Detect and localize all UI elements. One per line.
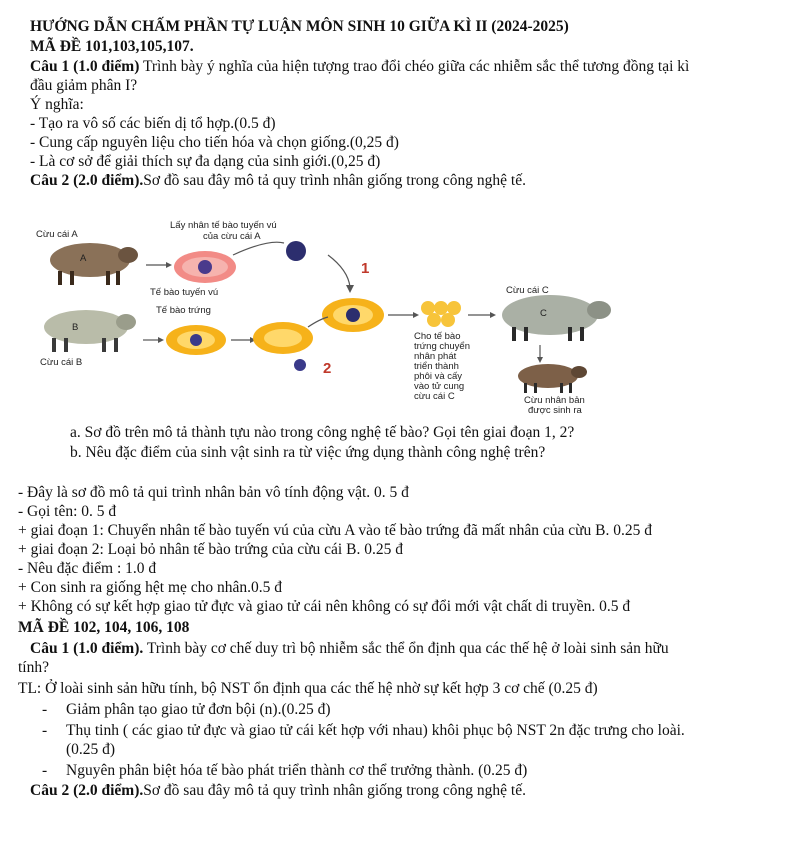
mechanism-point: Giảm phân tạo giao tử đơn bội (n).(0.25 đ): [66, 701, 331, 718]
meaning-point: - Cung cấp nguyên liệu cho tiến hóa và chọn giống.(0,25 đ): [30, 134, 399, 151]
meaning-point: - Là cơ sở để giải thích sự đa dạng của sinh giới.(0,25 đ): [30, 153, 381, 170]
bullet-dash: -: [42, 722, 48, 739]
bullet-dash: -: [42, 762, 48, 779]
embryo-icon: [421, 301, 461, 327]
take-nucleus-label-cont: của cừu cái A: [203, 231, 261, 242]
question-2-text: Sơ đồ sau đây mô tả quy trình nhân giống trong công nghệ tế.: [143, 172, 526, 189]
question-1b-text-cont: tính?: [18, 659, 49, 676]
exam-codes-2: MÃ ĐỀ 102, 104, 106, 108: [18, 619, 190, 636]
answer-intro: TL: Ở loài sinh sản hữu tính, bộ NST ổn định qua các thế hệ nhờ sự kết hợp 3 cơ chế (0.25 đ): [18, 680, 598, 697]
step-2-marker: 2: [323, 360, 332, 377]
mechanism-point-cont: (0.25 đ): [66, 741, 116, 758]
sheep-c-letter: C: [540, 308, 547, 319]
mammary-cell-icon: [174, 251, 236, 283]
answer-line: - Nêu đặc điểm : 1.0 đ: [18, 560, 157, 577]
answer-line: - Đây là sơ đồ mô tả qui trình nhân bản vô tính động vật. 0. 5 đ: [18, 484, 409, 501]
sheep-a-icon: [50, 243, 138, 285]
egg-cell-label: Tế bào trứng: [156, 305, 211, 316]
answer-line: + Con sinh ra giống hệt mẹ cho nhân.0.5 đ: [18, 579, 283, 596]
transfer-text: cừu cái C: [414, 391, 455, 402]
question-2b-text: Sơ đồ sau đây mô tả quy trình nhân giống trong công nghệ tế.: [143, 782, 526, 799]
question-1: [30, 58, 689, 76]
cloned-sheep-icon: [518, 364, 587, 393]
clone-label: Cừu nhân bản: [524, 395, 585, 406]
mechanism-point: Nguyên phân biệt hóa tế bào phát triển thành cơ thể trưởng thành. (0.25 đ): [66, 762, 528, 779]
question-2a: a. Sơ đồ trên mô tả thành tựu nào trong công nghệ tế bào? Gọi tên giai đoạn 1, 2?: [70, 424, 575, 441]
transfer-text: triển thành: [414, 361, 459, 372]
sheep-b-label: Cừu cái B: [40, 357, 83, 368]
step-1-marker: 1: [361, 260, 370, 277]
question-1-label: Câu 1 (1.0 điểm): [30, 58, 140, 75]
clone-label-cont: được sinh ra: [528, 405, 582, 416]
question-2b: b. Nêu đặc điểm của sinh vật sinh ra từ việc ứng dụng thành công nghệ trên?: [70, 444, 546, 461]
question-1-text-cont: đầu giảm phân I?: [30, 77, 138, 94]
bullet-dash: -: [42, 701, 48, 718]
egg-cell-icon: [166, 325, 226, 355]
transfer-text: Cho tế bào: [414, 331, 461, 342]
sheep-b-letter: B: [72, 322, 79, 333]
sheep-c-label: Cừu cái C: [506, 285, 549, 296]
question-2-label: Câu 2 (2.0 điểm).: [30, 172, 144, 189]
question-1b-label: Câu 1 (1.0 điểm).: [30, 640, 144, 657]
sheep-a-letter: A: [80, 253, 87, 264]
mammary-cell-label: Tế bào tuyến vú: [150, 287, 219, 298]
cloning-diagram-art: [28, 215, 618, 420]
meaning-heading: Ý nghĩa:: [30, 96, 84, 113]
transfer-text: vào tử cung: [414, 381, 465, 392]
cloning-diagram: [28, 215, 618, 420]
reconstructed-egg-icon: [322, 298, 384, 332]
sheep-a-label: Cừu cái A: [36, 229, 78, 240]
answer-line: + Không có sự kết hợp giao tử đực và giao tử cái nên không có sự đổi mới vật chất di truyền. 0.5 đ: [18, 598, 631, 615]
question-2: [30, 172, 526, 190]
transfer-text: phôi và cấy: [414, 371, 463, 382]
enucleated-egg-icon: [253, 322, 313, 354]
sheep-b-icon: [44, 310, 136, 352]
meaning-point: - Tạo ra vô số các biến dị tổ hợp.(0.5 đ): [30, 115, 276, 132]
exam-codes-1: MÃ ĐỀ 101,103,105,107.: [30, 38, 194, 55]
question-1b: [30, 640, 669, 658]
question-1b-text: Trình bày cơ chế duy trì bộ nhiễm sắc thể ổn định qua các thế hệ ở loài sinh sản hữu: [143, 640, 669, 657]
take-nucleus-label: Lấy nhân tế bào tuyến vú: [170, 220, 277, 231]
answer-line: + giai đoạn 2: Loại bỏ nhân tế bào trứng của cừu cái B. 0.25 đ: [18, 541, 403, 558]
answer-line: + giai đoạn 1: Chuyển nhân tế bào tuyến vú của cừu A vào tế bào trứng đã mất nhân của cừu B. 0.25 đ: [18, 522, 652, 539]
question-2b-block: [30, 782, 526, 800]
answer-line: - Gọi tên: 0. 5 đ: [18, 503, 117, 520]
sheep-c-icon: [502, 295, 611, 341]
doc-title: HƯỚNG DẪN CHẤM PHẦN TỰ LUẬN MÔN SINH 10 GIỮA KÌ II (2024-2025): [30, 18, 569, 35]
transfer-text: trứng chuyển: [414, 341, 471, 352]
question-2b-label: Câu 2 (2.0 điểm).: [30, 782, 144, 799]
transfer-text: nhân phát: [414, 351, 457, 362]
mechanism-point: Thụ tinh ( các giao tử đực và giao tử cái kết hợp với nhau) khôi phục bộ NST 2n đặc trưng cho loài.: [66, 722, 685, 739]
question-1-text: Trình bày ý nghĩa của hiện tượng trao đổi chéo giữa các nhiễm sắc thể tương đồng tại kì: [139, 58, 690, 75]
